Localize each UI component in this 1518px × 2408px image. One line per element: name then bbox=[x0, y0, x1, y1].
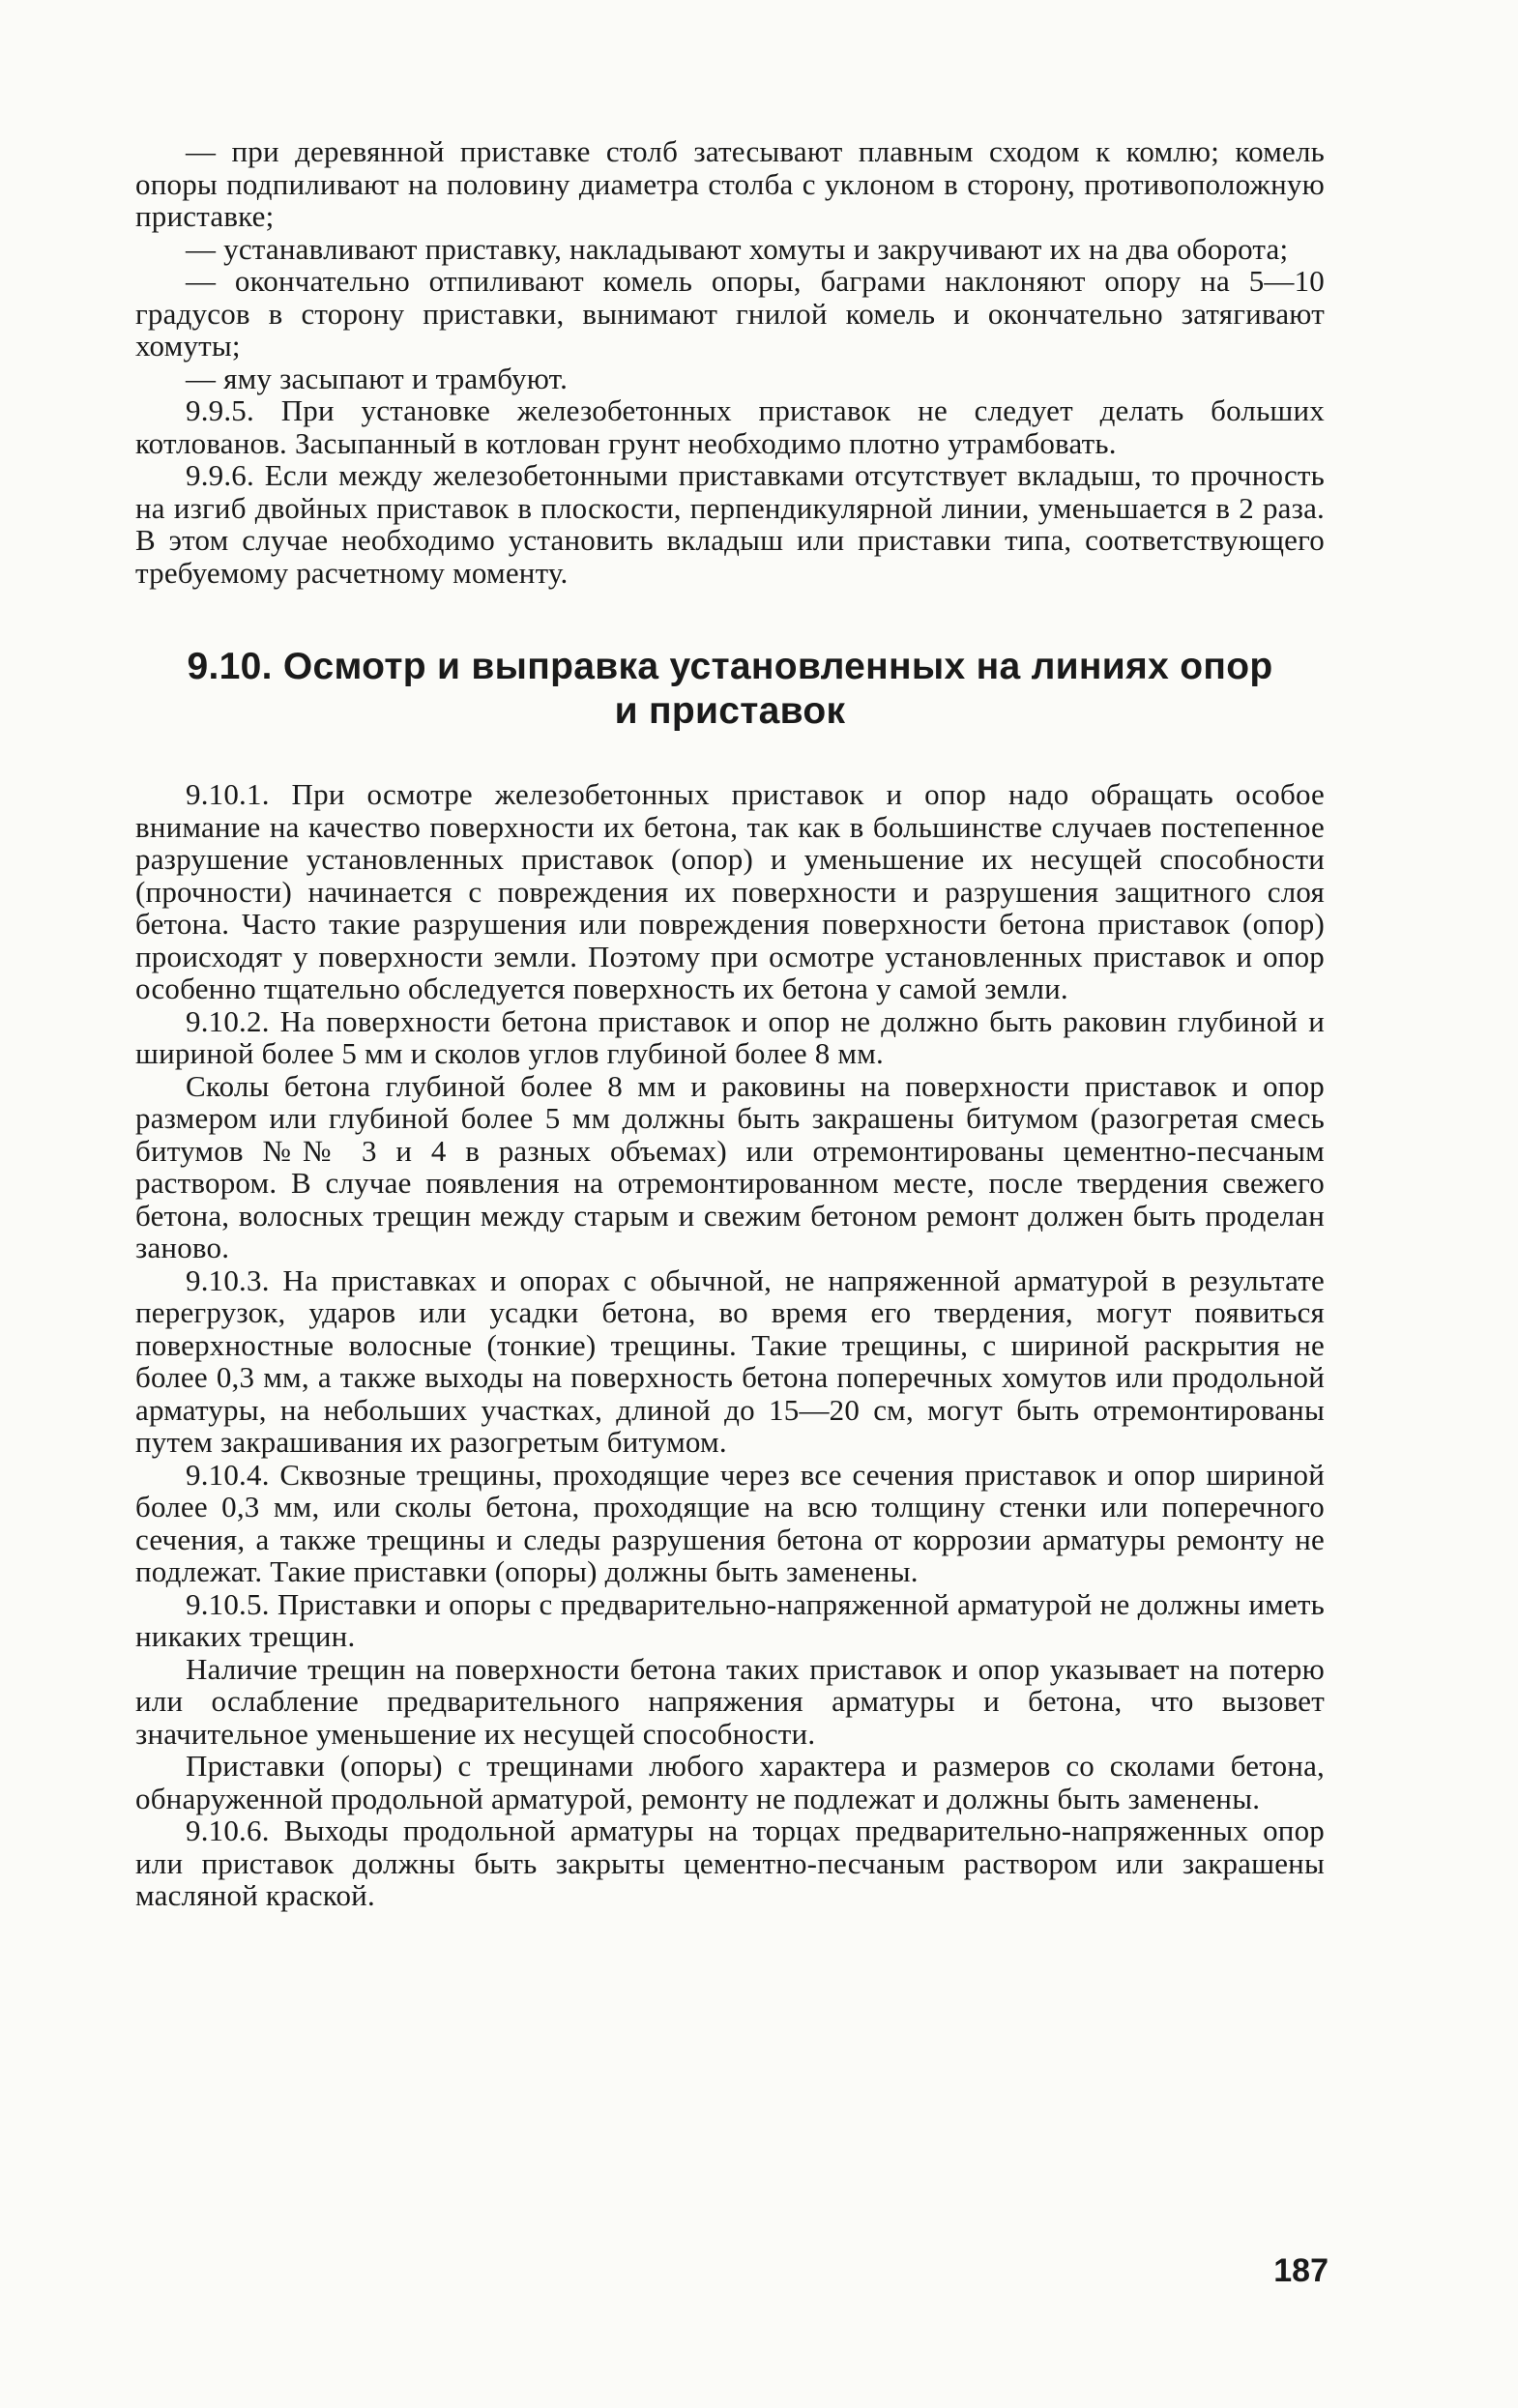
paragraph: — при деревянной приставке столб затесывают плавным сходом к комлю; комель опоры подпиливают на половину диаметра столба с уклоном в сторону, противоположную приставке; bbox=[135, 134, 1325, 233]
paragraph: Сколы бетона глубиной более 8 мм и раковины на поверхности приставок и опор размером или глубиной более 5 мм должны быть закрашены битумом (разогретая смесь битумов №№ 3 и 4 в разных объемах) или отремонтированы цементно-песчаным раствором. В случае появления на отремонтированном месте, после твердения свежего бетона, волосных трещин между старым и свежим бетоном ремонт должен быть проделан заново. bbox=[135, 1068, 1325, 1264]
section-heading-line-2: и приставок bbox=[614, 690, 846, 732]
paragraph: — яму засыпают и трамбуют. bbox=[186, 361, 569, 395]
paragraph: 9.10.6. Выходы продольной арматуры на торцах предварительно-напряженных опор или приставок должны быть закрыты цементно-песчаным раствором или закрашены масляной краской. bbox=[135, 1813, 1325, 1912]
paragraph: Приставки (опоры) с трещинами любого характера и размеров со сколами бетона, обнаруженной продольной арматурой, ремонту не подлежат и должны быть заменены. bbox=[135, 1749, 1325, 1815]
paragraph: — окончательно отпиливают комель опоры, баграми наклоняют опору на 5—10 градусов в сторону приставки, вынимают гнилой комель и окончательно затягивают хомуты; bbox=[135, 264, 1325, 363]
page-number: 187 bbox=[1273, 2252, 1328, 2289]
paragraph: 9.9.5. При установке железобетонных приставок не следует делать больших котлованов. Засыпанный в котлован грунт необходимо плотно утрамбовать. bbox=[135, 393, 1325, 460]
paragraph: Наличие трещин на поверхности бетона таких приставок и опор указывает на потерю или ослабление предварительного напряжения арматуры и бетона, что вызовет значительное уменьшение их несущей способности. bbox=[135, 1651, 1325, 1751]
page-body bbox=[135, 135, 1325, 1912]
paragraph: 9.10.2. На поверхности бетона приставок и опор не должно быть раковин глубиной и шириной более 5 мм и сколов углов глубиной более 8 мм. bbox=[135, 1003, 1325, 1070]
paragraph: 9.10.4. Сквозные трещины, проходящие через все сечения приставок и опор шириной более 0,3 мм, или сколы бетона, проходящие на всю толщину стенки или поперечного сечения, а также трещины и следы разрушения бетона от коррозии арматуры ремонту не подлежат. Такие приставки (опоры) должны быть заменены. bbox=[135, 1457, 1325, 1588]
paragraph: 9.10.1. При осмотре железобетонных приставок и опор надо обращать особое внимание на качество поверхности их бетона, так как в большинстве случаев постепенное разрушение установленных приставок (опор) и уменьшение их несущей способности (прочности) начинается с повреждения их поверхности и разрушения защитного слоя бетона. Часто такие разрушения или повреждения поверхности бетона приставок (опор) происходят у поверхности земли. Поэтому при осмотре установленных приставок и опор особенно тщательно обследуется поверхность их бетона у самой земли. bbox=[135, 777, 1325, 1005]
section-heading-line-1: 9.10. Осмотр и выправка установленных на линиях опор bbox=[187, 646, 1273, 687]
section-heading bbox=[135, 645, 1325, 734]
paragraph: 9.9.6. Если между железобетонными приставками отсутствует вкладыш, то прочность на изгиб двойных приставок в плоскости, перпендикулярной линии, уменьшается в 2 раза. В этом случае необходимо установить вкладыш или приставки типа, соответствующего требуемому расчетному моменту. bbox=[135, 458, 1325, 590]
paragraph: 9.10.3. На приставках и опорах с обычной, не напряженной арматурой в результате перегрузок, ударов или усадки бетона, во время его твердения, могут появиться поверхностные волосные (тонкие) трещины. Такие трещины, с шириной раскрытия не более 0,3 мм, а также выходы на поверхность бетона поперечных хомутов или продольной арматуры, на небольших участках, длиной до 15—20 см, могут быть отремонтированы путем закрашивания их разогретым битумом. bbox=[135, 1262, 1325, 1459]
paragraph: 9.10.5. Приставки и опоры с предварительно-напряженной арматурой не должны иметь никаких трещин. bbox=[135, 1586, 1325, 1653]
paragraph: — устанавливают приставку, накладывают хомуты и закручивают их на два оборота; bbox=[186, 231, 1289, 266]
